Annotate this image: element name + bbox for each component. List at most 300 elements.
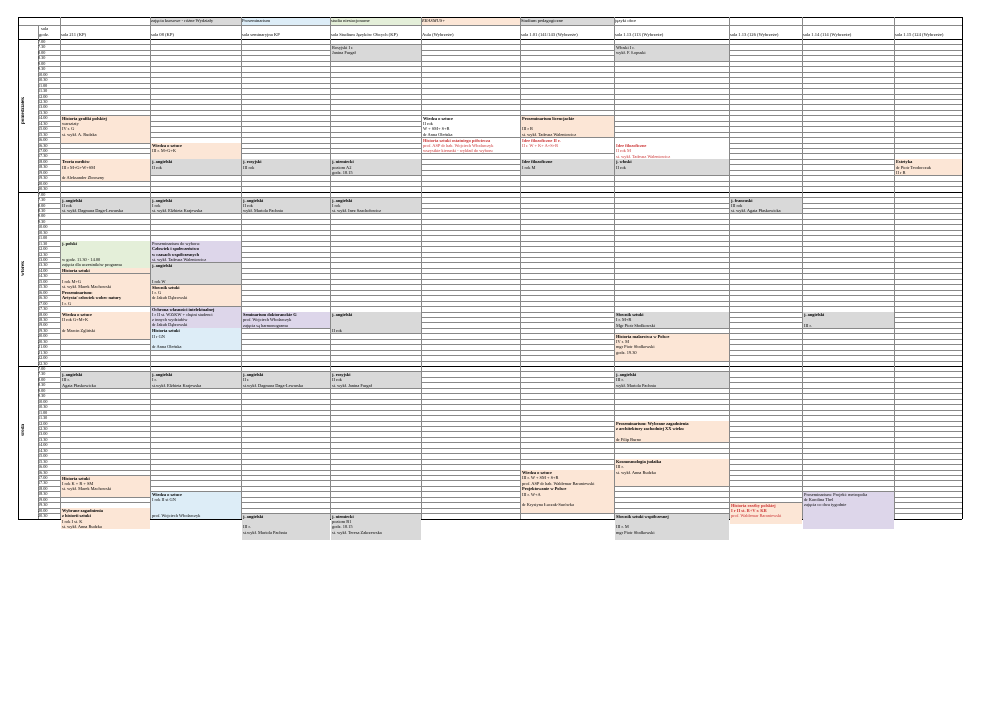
- class-entry[interactable]: [242, 159, 330, 175]
- grid-line: [18, 17, 962, 18]
- class-detail: III r.: [616, 377, 624, 383]
- grid-line: [38, 421, 962, 422]
- grid-line: [38, 186, 962, 187]
- time-label: 8.00: [38, 202, 46, 208]
- time-label: 20.30: [38, 186, 48, 192]
- class-detail: III r.: [616, 464, 624, 470]
- class-detail: wykł. Mariola Pachnia: [243, 208, 283, 214]
- class-detail: Janina Furgał: [332, 50, 356, 56]
- time-label: 17.30: [38, 480, 48, 486]
- class-title: Proseminarium: Wybrane zagadnienia: [616, 421, 689, 426]
- time-label: 13.30: [38, 436, 48, 442]
- grid-line: [38, 104, 962, 105]
- room-header: sala 1.01 (141/143 (Wybrzeże): [521, 32, 578, 37]
- grid-line: [802, 17, 803, 519]
- class-title: Idee filozoficzne II r.: [522, 137, 561, 143]
- class-entry[interactable]: [61, 159, 150, 180]
- class-detail: dr Filip Burno: [616, 436, 642, 442]
- class-detail: dr Piotr Teodorczuk: [896, 164, 931, 170]
- class-detail: zajęcia co dwa tygodnie: [804, 502, 847, 508]
- time-label: 17.00: [38, 148, 48, 153]
- time-label: 16.30: [38, 295, 48, 301]
- class-title: j. angielski: [152, 371, 173, 377]
- grid-line: [38, 486, 962, 487]
- class-title: j. angielski: [62, 371, 83, 377]
- class-detail: mgr Piotr Słodkowski: [616, 344, 655, 350]
- room-header: sala 08 (KP): [151, 32, 174, 37]
- class-title: Historia sztuki ostatniego półwiecza: [423, 137, 491, 143]
- time-label: 20.00: [38, 180, 48, 186]
- time-label: 8.30: [38, 55, 46, 61]
- class-entry[interactable]: [61, 116, 150, 143]
- class-title: Seminarium doktoranckie G: [243, 312, 297, 317]
- grid-line: [38, 399, 962, 400]
- class-entry[interactable]: [331, 312, 421, 333]
- class-detail: I r II st. WZiKW + chętni studenci: [152, 311, 213, 317]
- time-label: 17.00: [38, 475, 48, 480]
- time-label: 14.30: [38, 273, 48, 279]
- time-label: 8.00: [38, 49, 46, 55]
- time-label: 20.30: [38, 513, 48, 519]
- class-detail: st. wykł. Marek Machowski: [62, 284, 112, 290]
- time-label: 14.00: [38, 267, 48, 273]
- grid-line: [38, 355, 962, 356]
- class-detail: st. wykł. A. Rudzka: [62, 131, 97, 137]
- time-label: 22.00: [38, 355, 48, 361]
- time-label: 15.30: [38, 131, 48, 137]
- class-entry[interactable]: [521, 116, 614, 137]
- class-detail: dr Aleksander Zbroszny: [62, 175, 105, 181]
- class-detail: Człowiek i społeczeństwo: [152, 246, 200, 252]
- time-label: 9.30: [38, 218, 46, 224]
- class-title: j. niemiecki: [332, 513, 354, 519]
- time-label: 15.30: [38, 458, 48, 464]
- time-label: 19.00: [38, 496, 48, 502]
- class-title: Proseminarium licencjackie: [522, 115, 575, 121]
- grid-line: [38, 44, 962, 45]
- class-entry[interactable]: [61, 372, 150, 388]
- grid-line: [241, 17, 242, 519]
- time-label: 19.00: [38, 169, 48, 175]
- class-detail: st.wykł. Elżbieta Krajewska: [152, 382, 202, 388]
- class-title: j. angielski: [243, 513, 264, 519]
- grid-line: [18, 192, 962, 193]
- class-detail: IV r. M: [616, 339, 629, 345]
- grid-line: [38, 453, 962, 454]
- class-entry[interactable]: [615, 372, 729, 388]
- class-detail: st. wykł. Anna Rudzka: [62, 524, 102, 530]
- grid-line: [729, 17, 730, 519]
- time-label: 11.30: [38, 240, 48, 246]
- time-label: 13.00: [38, 257, 48, 262]
- class-title: j. angielski: [332, 312, 353, 317]
- class-title: j. angielski: [152, 159, 173, 165]
- class-detail: zajęcia są harmonogramu: [243, 322, 288, 328]
- class-entry[interactable]: [803, 492, 894, 530]
- grid-line: [962, 17, 963, 519]
- room-header: sala 1.15 (124 (Wybrzeże): [895, 32, 944, 37]
- class-detail: I rok I st. K: [62, 518, 83, 524]
- class-entry[interactable]: [615, 143, 729, 159]
- class-detail: II rok: [243, 202, 253, 208]
- timetable-sheet: [18, 17, 962, 619]
- class-title: Idee filozoficzne: [616, 143, 647, 149]
- class-entry[interactable]: [615, 334, 729, 361]
- grid-line: [38, 388, 962, 389]
- class-detail: prof. Wojciech Włodarczyk: [152, 513, 201, 519]
- grid-line: [38, 61, 962, 62]
- class-title: j. angielski: [804, 312, 825, 317]
- time-label: 12.00: [38, 420, 48, 426]
- class-entry[interactable]: [61, 198, 150, 214]
- class-detail: I rok II st GN: [152, 497, 176, 503]
- class-detail: z architektury zachodniej XX wieku: [616, 426, 684, 432]
- class-detail: st. wykł. Anna Rudzka: [616, 469, 656, 475]
- class-detail: prof. ASP dr hab. Wojciech Włodarczyk: [423, 142, 494, 148]
- time-label: 14.30: [38, 120, 48, 126]
- class-detail: II rok M: [616, 148, 631, 154]
- time-label: 12.30: [38, 425, 48, 431]
- class-entry[interactable]: [242, 372, 330, 388]
- class-detail: I r. G: [62, 300, 72, 306]
- class-detail: godz. 18.15: [332, 524, 353, 530]
- grid-line: [38, 459, 962, 460]
- class-title: Proseminarium:: [62, 290, 93, 296]
- time-label: 16.00: [38, 137, 48, 143]
- class-entry[interactable]: [242, 514, 330, 541]
- time-label: 16.00: [38, 289, 48, 295]
- class-detail: godz. 19.30: [616, 349, 637, 355]
- time-label: 14.00: [38, 442, 48, 448]
- time-label: 12.00: [38, 93, 48, 99]
- grid-line: [38, 464, 962, 465]
- class-detail: II rok G+M+K: [62, 317, 89, 323]
- class-detail: III r.: [804, 322, 812, 328]
- grid-line: [38, 175, 962, 176]
- room-header: sala 1.13 (113 (Wybrzeże): [615, 32, 664, 37]
- time-label: 13.00: [38, 104, 48, 110]
- time-label: 19.30: [38, 175, 48, 181]
- time-label: 7.00: [38, 191, 46, 197]
- class-detail: I r.: [152, 377, 157, 383]
- time-label: 19.30: [38, 327, 48, 333]
- class-entry[interactable]: [422, 116, 520, 137]
- class-detail: III rok: [731, 202, 743, 208]
- grid-line: [38, 181, 962, 182]
- class-detail: prof. Wojciech Włodarczyk: [243, 317, 292, 323]
- class-entry[interactable]: [521, 138, 614, 154]
- time-label: 18.30: [38, 316, 48, 322]
- grid-line: [38, 83, 962, 84]
- class-detail: dr Anna Oleńska: [152, 344, 182, 350]
- class-entry[interactable]: [151, 492, 241, 519]
- class-detail: dr Karolina Thel: [804, 497, 834, 503]
- class-entry[interactable]: [151, 198, 241, 214]
- time-label: 10.30: [38, 77, 48, 83]
- class-title: Słownik sztuki współczesnej: [616, 513, 669, 519]
- class-entry[interactable]: [803, 312, 894, 328]
- class-entry[interactable]: [730, 198, 802, 214]
- time-label: 15.30: [38, 284, 48, 290]
- time-label: 22.30: [38, 360, 48, 366]
- grid-line: [38, 72, 962, 73]
- class-entry[interactable]: [730, 503, 802, 524]
- class-detail: III r. M+G+K: [152, 148, 177, 154]
- class-title: Wiedza o sztuce: [62, 312, 92, 317]
- room-header: sala 211 (KP): [61, 32, 87, 37]
- class-detail: st. wykł. Teresa Zakrzewska: [332, 529, 382, 535]
- class-entry[interactable]: [151, 328, 241, 349]
- time-label: 13.30: [38, 262, 48, 268]
- grid-line: [38, 88, 962, 89]
- class-detail: st. wykł. Tadeusz Walentowicz: [616, 153, 671, 159]
- time-label: 17.30: [38, 153, 48, 159]
- class-title: Historia grafiki polskiej: [62, 115, 107, 121]
- class-title: Wiedza o sztuce: [152, 491, 182, 497]
- class-title: Słownik sztuki: [152, 284, 180, 290]
- class-entry[interactable]: [61, 290, 150, 306]
- grid-line: [38, 235, 962, 236]
- class-title: j. niemiecki: [332, 159, 354, 165]
- class-detail: z historii sztuki: [62, 513, 91, 519]
- grid-line: [38, 224, 962, 225]
- time-label: 10.30: [38, 229, 48, 235]
- class-entry[interactable]: [331, 45, 421, 61]
- time-label: 11.30: [38, 415, 48, 421]
- day-label: wtorek: [21, 260, 26, 276]
- grid-line: [38, 77, 962, 78]
- class-title: Proseminarium do wyboru:: [152, 241, 201, 247]
- class-detail: II rok: [332, 327, 342, 333]
- class-entry[interactable]: [331, 514, 421, 541]
- class-detail: III r.: [243, 524, 251, 530]
- grid-line: [38, 55, 962, 56]
- class-detail: prof. Waldemar Baraniewski: [731, 513, 782, 519]
- class-title: Wiedza o sztuce: [522, 470, 552, 476]
- class-detail: dr Anna Oleńska: [423, 131, 453, 137]
- class-entry[interactable]: [422, 138, 520, 154]
- class-title: Ochrona własności intelektualnej: [152, 306, 215, 312]
- time-label: 14.00: [38, 115, 48, 121]
- time-label: 10.00: [38, 71, 48, 77]
- column-group-label: Proseminarium: [241, 17, 331, 25]
- time-label: 11.00: [38, 82, 48, 88]
- class-title: Wiedza o sztuce: [152, 143, 182, 149]
- class-detail: zajęcia dla uczestników programu: [62, 262, 122, 268]
- class-detail: IV r. G: [62, 126, 75, 132]
- class-detail: wykł. Mariola Pachnia: [616, 382, 656, 388]
- class-entry[interactable]: [151, 285, 241, 306]
- class-detail: poziom B1: [332, 518, 352, 524]
- class-detail: III rok: [243, 164, 255, 170]
- class-title: Historia sztuki: [152, 328, 180, 334]
- class-detail: st. wykł. Tadeusz Walentowicz: [522, 131, 577, 137]
- class-detail: III r M+G+W+SM: [62, 164, 96, 170]
- time-label: 21.00: [38, 344, 48, 350]
- class-entry[interactable]: [615, 459, 729, 486]
- class-detail: III r. W + SM + S+R: [522, 475, 559, 481]
- class-title: Idee filozoficzne: [522, 159, 553, 165]
- class-detail: I rok M: [522, 164, 536, 170]
- corner-sala-label: sala: [41, 26, 49, 31]
- class-detail: dr Jakub Dąbrowski: [152, 295, 188, 301]
- class-title: Historia malarstwa w Polsce: [616, 333, 670, 339]
- class-detail: st. wykł. Inez Szachołowicz: [332, 208, 382, 214]
- class-entry[interactable]: [61, 476, 150, 497]
- class-detail: W + SM+ S+R: [423, 126, 450, 132]
- time-label: 18.00: [38, 158, 48, 164]
- grid-line: [38, 431, 962, 432]
- time-label: 11.00: [38, 409, 48, 415]
- class-entry[interactable]: [61, 312, 150, 339]
- grid-line: [38, 404, 962, 405]
- grid-line: [38, 448, 962, 449]
- time-label: 9.00: [38, 60, 46, 66]
- class-entry[interactable]: [615, 159, 729, 175]
- class-entry[interactable]: [331, 159, 421, 175]
- class-title: Teoria mediów: [62, 159, 90, 165]
- class-title: j. polski: [62, 241, 77, 247]
- time-label: 7.00: [38, 366, 46, 371]
- grid-line: [18, 25, 962, 26]
- class-entry[interactable]: [151, 241, 241, 262]
- grid-line: [18, 39, 962, 40]
- class-detail: II rok: [423, 121, 433, 127]
- class-detail: I r. M+R: [616, 317, 632, 323]
- class-detail: Agata Płaskowicka: [62, 382, 96, 388]
- class-detail: II r. W + K+ A+S+R: [522, 142, 559, 148]
- time-label: 9.00: [38, 387, 46, 393]
- class-entry[interactable]: [61, 241, 150, 268]
- class-detail: II r.: [243, 377, 250, 383]
- class-entry[interactable]: [61, 508, 150, 529]
- class-title: j. angielski: [332, 197, 353, 203]
- time-label: 18.00: [38, 311, 48, 317]
- class-detail: I rok: [152, 202, 161, 208]
- class-entry[interactable]: [331, 198, 421, 214]
- grid-line: [18, 366, 962, 367]
- time-label: 16.00: [38, 464, 48, 470]
- day-label: poniedziałek: [21, 97, 26, 125]
- class-entry[interactable]: [61, 268, 150, 273]
- corner-godz-label: godz.: [39, 32, 50, 37]
- class-detail: I rok M+G: [62, 279, 82, 285]
- time-label: 8.30: [38, 382, 46, 388]
- class-title: j. angielski: [152, 262, 173, 268]
- grid-line: [894, 17, 895, 519]
- class-entry[interactable]: [521, 486, 614, 513]
- grid-line: [38, 470, 962, 471]
- class-detail: III r.: [62, 377, 70, 383]
- class-entry[interactable]: [521, 159, 614, 175]
- class-entry[interactable]: [331, 372, 421, 388]
- class-detail: II rok: [616, 164, 626, 170]
- time-label: 15.00: [38, 278, 48, 284]
- class-title: j. włoski: [616, 159, 632, 165]
- class-detail: II r GN: [152, 333, 165, 339]
- class-detail: st. wykł. Agata Płaskowicka: [731, 208, 781, 214]
- grid-line: [38, 94, 962, 95]
- class-title: Rosyjski I r.: [332, 44, 354, 50]
- time-label: 10.00: [38, 398, 48, 404]
- room-header: sala 1.14 (114 (Wybrzeże): [803, 32, 852, 37]
- class-entry[interactable]: [615, 514, 729, 541]
- class-title: Historia sztuki: [62, 268, 90, 274]
- time-label: 7.30: [38, 197, 46, 203]
- class-entry[interactable]: [895, 159, 962, 175]
- class-entry[interactable]: [151, 159, 241, 175]
- class-title: Estetyka: [896, 159, 913, 165]
- column-group-label: studia niestacjonarne: [330, 17, 422, 25]
- time-label: 12.00: [38, 246, 48, 252]
- class-entry[interactable]: [151, 307, 241, 328]
- grid-line: [38, 480, 962, 481]
- time-label: 20.00: [38, 507, 48, 513]
- class-detail: warsztaty: [62, 121, 79, 127]
- time-label: 13.00: [38, 431, 48, 437]
- time-label: 18.30: [38, 491, 48, 497]
- time-label: 10.30: [38, 404, 48, 410]
- grid-line: [38, 50, 962, 51]
- class-title: Historia rzeźby polskiej: [731, 502, 776, 508]
- time-label: 20.30: [38, 338, 48, 344]
- class-detail: st. wykł. Dagmara Daga-Lewarska: [62, 208, 124, 214]
- class-entry[interactable]: [242, 312, 330, 328]
- grid-line: [38, 437, 962, 438]
- grid-line: [38, 219, 962, 220]
- grid-line: [18, 17, 19, 519]
- time-label: 20.00: [38, 333, 48, 339]
- time-label: 8.00: [38, 376, 46, 382]
- time-label: 18.00: [38, 485, 48, 491]
- class-detail: III r R: [522, 126, 533, 132]
- time-label: 11.00: [38, 235, 48, 241]
- class-detail: w czasach współczesnych: [152, 251, 200, 257]
- class-title: Wybrane zagadnienia: [62, 508, 103, 514]
- class-detail: I rok W: [152, 278, 166, 284]
- class-detail: I rok K + R + SM: [62, 480, 94, 486]
- class-title: Słownik sztuki: [616, 312, 644, 317]
- column-group-label: języki obce: [615, 18, 637, 23]
- grid-line: [38, 393, 962, 394]
- class-entry[interactable]: [242, 198, 330, 214]
- time-label: 15.00: [38, 453, 48, 459]
- class-detail: II rok: [152, 164, 162, 170]
- time-label: 7.00: [38, 39, 46, 44]
- class-detail: w godz. 11.30 - 14.00: [62, 257, 101, 263]
- day-label: środa: [21, 424, 26, 437]
- class-entry[interactable]: [615, 45, 729, 61]
- grid-line: [38, 99, 962, 100]
- class-title: j. angielski: [243, 371, 264, 377]
- class-entry[interactable]: [151, 143, 241, 159]
- class-title: Kosmosmologia judaika: [616, 459, 662, 465]
- column-group-label: zajęcia kursowe - różne Wydziały: [150, 17, 242, 25]
- class-entry[interactable]: [151, 372, 241, 388]
- room-header: sala Studium Języków Obcych (KP): [331, 32, 398, 37]
- class-entry[interactable]: [615, 421, 729, 442]
- class-detail: prof. ASP dr hab. Waldemar Baraniewski: [522, 480, 595, 486]
- class-detail: st. wykł. Elżbieta Krajewska: [152, 208, 203, 214]
- time-label: 21.30: [38, 349, 48, 355]
- time-label: 19.30: [38, 502, 48, 508]
- class-detail: II rok: [332, 377, 342, 383]
- class-entry[interactable]: [151, 263, 241, 284]
- class-title: Wiedza o sztuce: [423, 115, 453, 121]
- class-entry[interactable]: [615, 312, 729, 328]
- class-detail: poziom A2: [332, 164, 352, 170]
- class-detail: st.wykł. Mariola Pachnia: [243, 529, 287, 535]
